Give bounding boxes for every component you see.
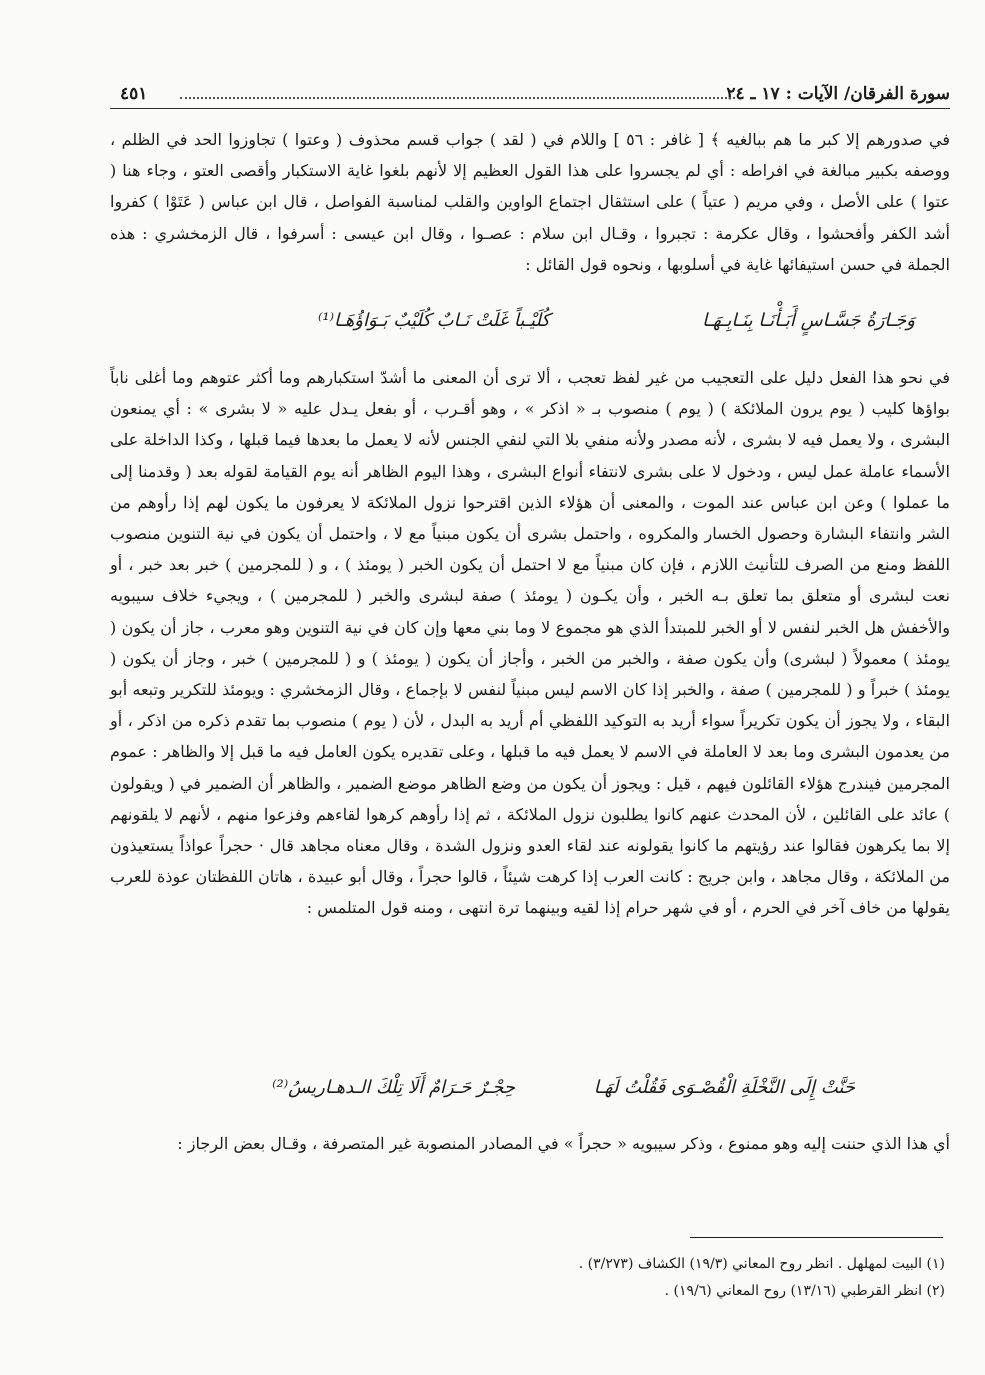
running-header [110,78,950,109]
paragraph-2: في نحو هذا الفعل دليل على التعجيب من غير لفظ تعجب ، ألا ترى أن المعنى ما أشدّ استكبارهم وما أكثر عتوهم وما أغلى ناباً بواؤها كليب ( يوم يرون الملائكة ) ( يوم ) منصوب بـ « اذكر » ، وهو أقـرب ، أو بفعل يـدل عليه « لا بشرى » : أي يمنعون البشرى ، ولا يعمل فيه لا بشرى ، لأنه مصدر ولأنه منفي بلا التي لنفي الجنس لأنه لا يعمل ما بعدها فيما قبلها ، وكذا الداخلة على الأسماء عاملة عمل ليس ، ودخول لا على بشرى لانتفاء أنواع البشرى ، وهذا اليوم الظاهر أنه يوم القيامة لقوله بعد ( وقدمنا إلى ما عملوا ) وعن ابن عباس عند الموت ، والمعنى أن هؤلاء الذين اقترحوا نزول الملائكة لا يعرفون ما يكون لهم إذا رأوهم من الشر وانتفاء البشارة وحصول الخسار والمكروه ، واحتمل بشرى أن يكون مبنياً مع لا ، واحتمل أن يكون في نية التنوين منصوب اللفظ ومنع من الصرف للتأنيث اللازم ، فإن كان مبنياً مع لا احتمل أن يكون الخبر ( يومئذ ) ، و ( للمجرمين ) خبر بعد خبر ، أو نعت لبشرى أو متعلق بما تعلق بـه الخبر ، وأن يكـون ( يومئذ ) صفة لبشرى والخبر ( للمجرمين ) ، ويجيء خلاف سيبويه والأخفش هل الخبر لنفس لا أو الخبر للمبتدأ الذي هو مجموع لا وما بني معها وإن كان في نية التنوين وهو معرب ، جاز أن يكون ( يومئذ ) معمولاً ( لبشرى) وأن يكون صفة ، والخبر من الخبر ، وأجاز أن يكون ( يومئذ ) و ( للمجرمين ) خبر ، وجاز أن يكون ( يومئذ ) خبراً و ( للمجرمين ) صفة ، والخبر إذا كان الاسم ليس مبنياً لنفس لا بإجماع ، وقال الزمخشري : ويومئذ للتكرير وتبعه أبو البقاء ، ولا يجوز أن يكون تكريراً سواء أريد به التوكيد اللفظي أم أريد به البدل ، لأن ( يوم ) منصوب بما تقدم ذكره من اذكر ، أو من يعدمون البشرى وما بعد لا العاملة في الاسم لا يعمل فيه ما قبلها ، وعلى تقديره يكون العامل فيه ما قبل إلا والظاهر : عموم المجرمين فيندرج هؤلاء القائلون فيهم ، قيل : ويجوز أن يكون من وضع الظاهر موضع الضمير ، والظاهر أن الضمير في ( ويقولون ) عائد على القائلين ، لأن المحدث عنهم كانوا يطلبون نزول الملائكة ، ثم إذا رأوهم كرهوا لقاءهم وفزعوا منهم ، لأنهم لا يلقونهم إلا بما يكرهون فقالوا عند رؤيتهم ما كانوا يقولونه عند لقاء العدو ونزول الشدة ، وقال معناه مجاهد قال · حجراً عواذاً يستعيذون من الملائكة ، وقال مجاهد ، وابن جريج : كانت العرب إذا كرهت شيئاً ، قالوا حجراً ، وقال أبو عبيدة ، هاتان اللفظتان عوذة للعرب يقولها من خاف آخر في الحرم ، أو في شهر حرام إذا لقيه وبينهما ترة انتهى ، ومنه قول المتلمس : [110,368,951,918]
page-number: ٤٥١ [120,84,148,104]
paragraph-3: أي هذا الذي حننت إليه وهو ممنوع ، وذكر سيبويه « حجراً » في المصادر المنصوبة غير المتصرفة ، وقـال بعض الرجاز : [177,1134,950,1153]
footnote-1: (١) البيت لمهلهل . انظر روح المعاني (١٩/٣) الكشاف (٣/٢٧٣) . [578,1256,945,1272]
verse-2-second-hemistich: حِجْـرٌ حَـرَامٌ أَلَا تِلْكَ الـدهـاريسُ⁽²⁾ [272,1077,515,1098]
footnote-2: (٢) انظر القرطبي (١٣/١٦) روح المعاني (١٩/٦) . [664,1283,945,1299]
verse-2-first-hemistich: حَنَّتْ إِلَى النَّخْلَةِ الْقُصْـوَى فَقُلْتُ لَهَـا [593,1077,855,1098]
surah-title: سورة الفرقان/ الآيات : ١٧ ـ ٢٤ [726,84,950,104]
verse-1-first-hemistich: وَجَـارَةُ جَسَّـاسٍ أَبَـأْنَـا بِنَـابِـهَـا [702,310,915,331]
paragraph-1: في صدورهم إلا كبر ما هم ببالغيه ﴾ [ غافر : ٥٦ ] واللام في ( لقد ) جواب قسم محذوف ( وعتوا ) تجاوزوا الحد في الظلم ، ووصفه بكبير مبالغة في افراطه : أي لم يجسروا على هذا القول العظيم إلا لأنهم بلغوا غاية الاستكبار وأقصى العتو ، وجاء هنا ( عتوا ) على الأصل ، وفي مريم ( عتياً ) على استثقال اجتماع الواوين والقلب لمناسبة الفواصل ، قال ابن عباس ( عَتَوْا ) كفروا أشد الكفر وأفحشوا ، وقال عكرمة : تجبروا ، وقـال ابن سلام : عصـوا ، وقال ابن عيسى : أسرفوا ، قال الزمخشري : هذه الجملة في حسن استيفائها غاية في أسلوبها ، ونحوه قول القائل : [110,130,951,274]
footnote-separator [690,1237,943,1238]
header-dot-leader [180,97,735,99]
verse-1-second-hemistich: كُلَيْـباً غَلَتْ نَـابٌ كُلَيْبٌ بَـوَاؤُهَـا⁽¹⁾ [317,310,550,331]
